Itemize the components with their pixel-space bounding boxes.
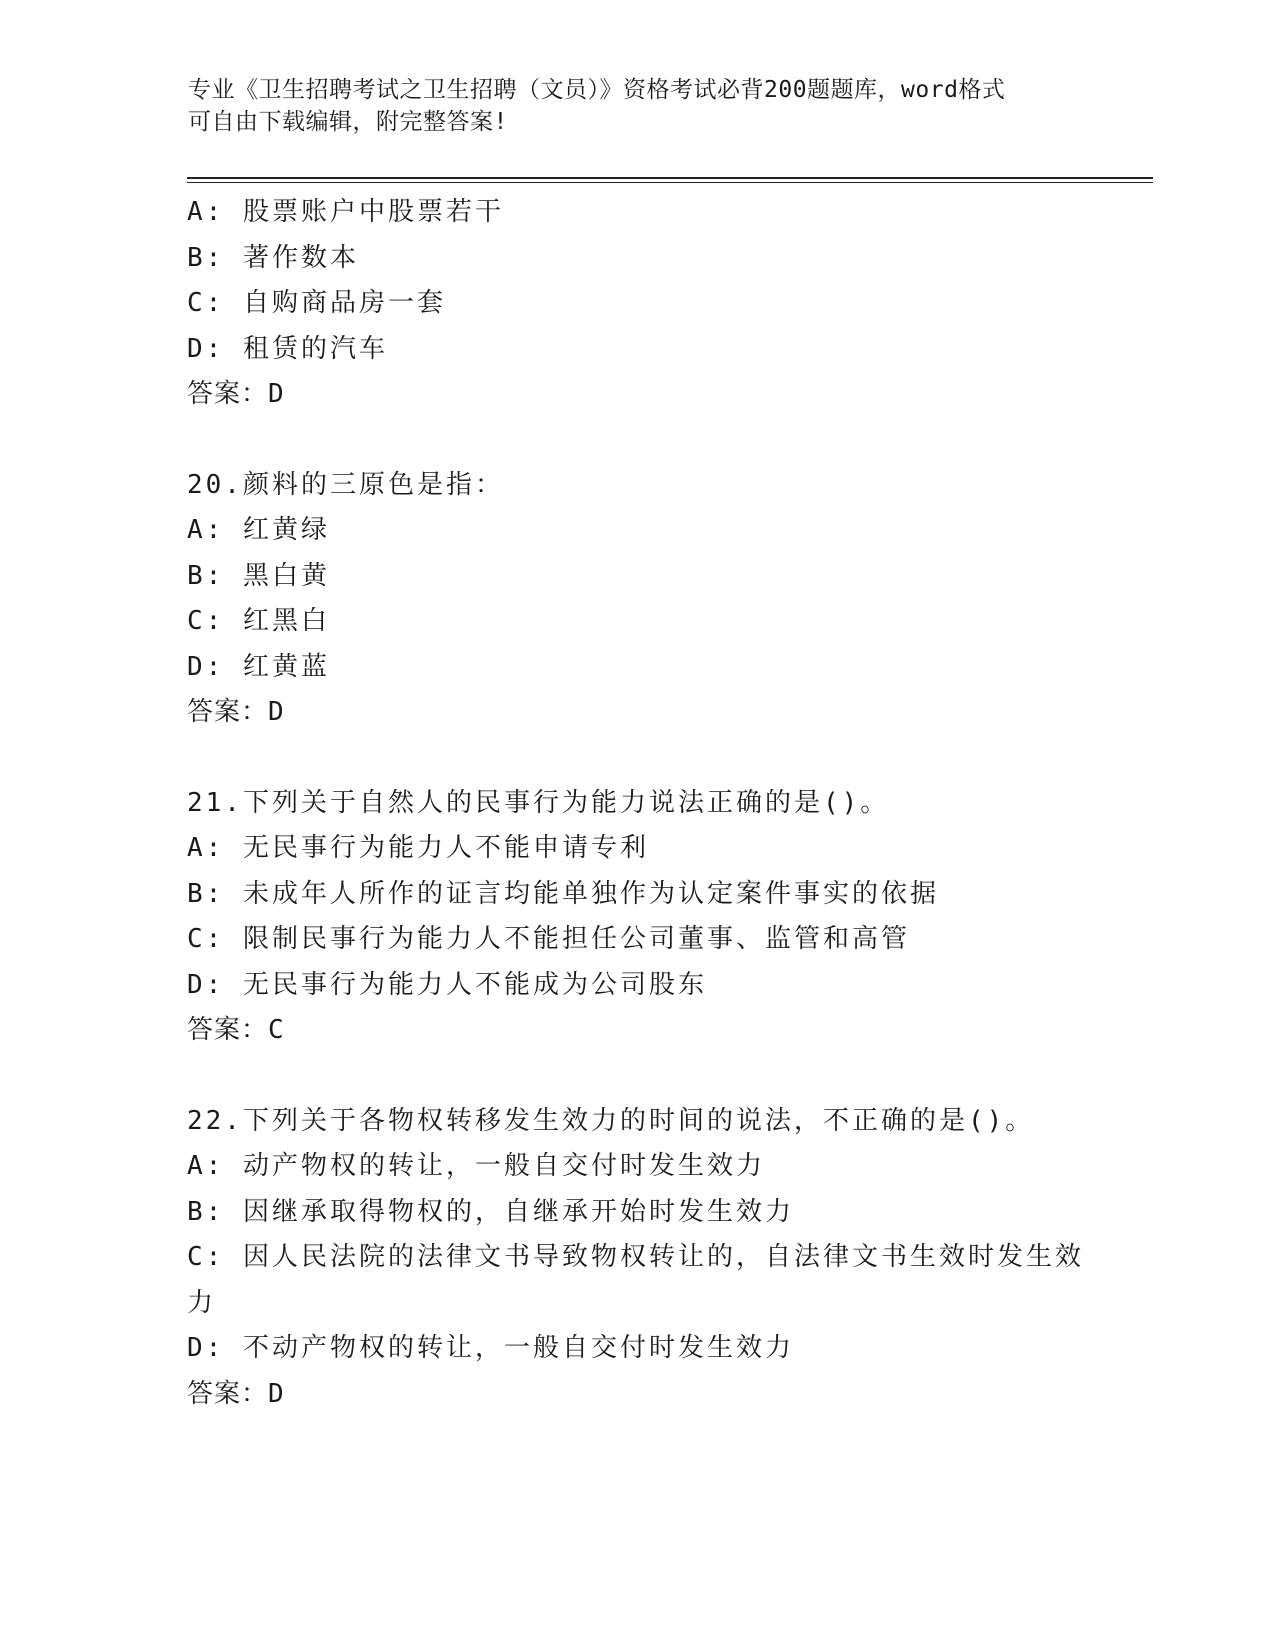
option-c: C: 自购商品房一套 (187, 288, 446, 318)
option-d: D: 不动产物权的转让，一般自交付时发生效力 (187, 1333, 794, 1363)
option-b: B: 黑白黄 (187, 560, 330, 591)
option-d: D: 红黄蓝 (187, 651, 330, 682)
header-rule-thick (187, 177, 1153, 179)
answer-line: 答案：D (187, 697, 285, 727)
document-header (188, 74, 1068, 138)
question-list (187, 190, 1087, 1417)
question-stem: 22.下列关于各物权转移发生效力的时间的说法，不正确的是()。 (187, 1105, 1035, 1136)
option-b: B: 因继承取得物权的，自继承开始时发生效力 (187, 1196, 794, 1227)
answer-line: 答案：C (187, 1015, 285, 1045)
option-c: C: 因人民法院的法律文书导致物权转让的，自法律文书生效时发生效 (187, 1242, 1084, 1272)
option-c: C: 限制民事行为能力人不能担任公司董事、监管和高管 (187, 924, 910, 954)
question-20 (187, 463, 1087, 736)
option-d: D: 租赁的汽车 (187, 333, 388, 364)
question-stem: 21.下列关于自然人的民事行为能力说法正确的是()。 (187, 787, 890, 818)
header-line-2: 可自由下载编辑，附完整答案! (188, 109, 508, 135)
spacer (187, 1054, 1087, 1099)
answer-line: 答案：D (187, 379, 285, 409)
header-rule-thin (187, 182, 1153, 183)
spacer (187, 736, 1087, 781)
option-c: C: 红黑白 (187, 606, 330, 636)
option-b: B: 未成年人所作的证言均能单独作为认定案件事实的依据 (187, 878, 939, 909)
option-d: D: 无民事行为能力人不能成为公司股东 (187, 969, 707, 1000)
spacer (187, 418, 1087, 463)
option-b: B: 著作数本 (187, 242, 359, 273)
header-line-1: 专业《卫生招聘考试之卫生招聘（文员）》资格考试必背200题题库，word格式 (188, 77, 1006, 103)
option-a: A: 红黄绿 (187, 515, 330, 545)
question-19-continued (187, 190, 1087, 418)
option-a: A: 无民事行为能力人不能申请专利 (187, 833, 649, 863)
question-21 (187, 781, 1087, 1054)
question-22 (187, 1099, 1087, 1418)
option-c-wrap: 力 (187, 1287, 217, 1318)
question-stem: 20.颜料的三原色是指： (187, 469, 504, 500)
option-a: A: 动产物权的转让，一般自交付时发生效力 (187, 1151, 765, 1181)
answer-line: 答案：D (187, 1378, 285, 1409)
option-a: A: 股票账户中股票若干 (187, 197, 504, 227)
